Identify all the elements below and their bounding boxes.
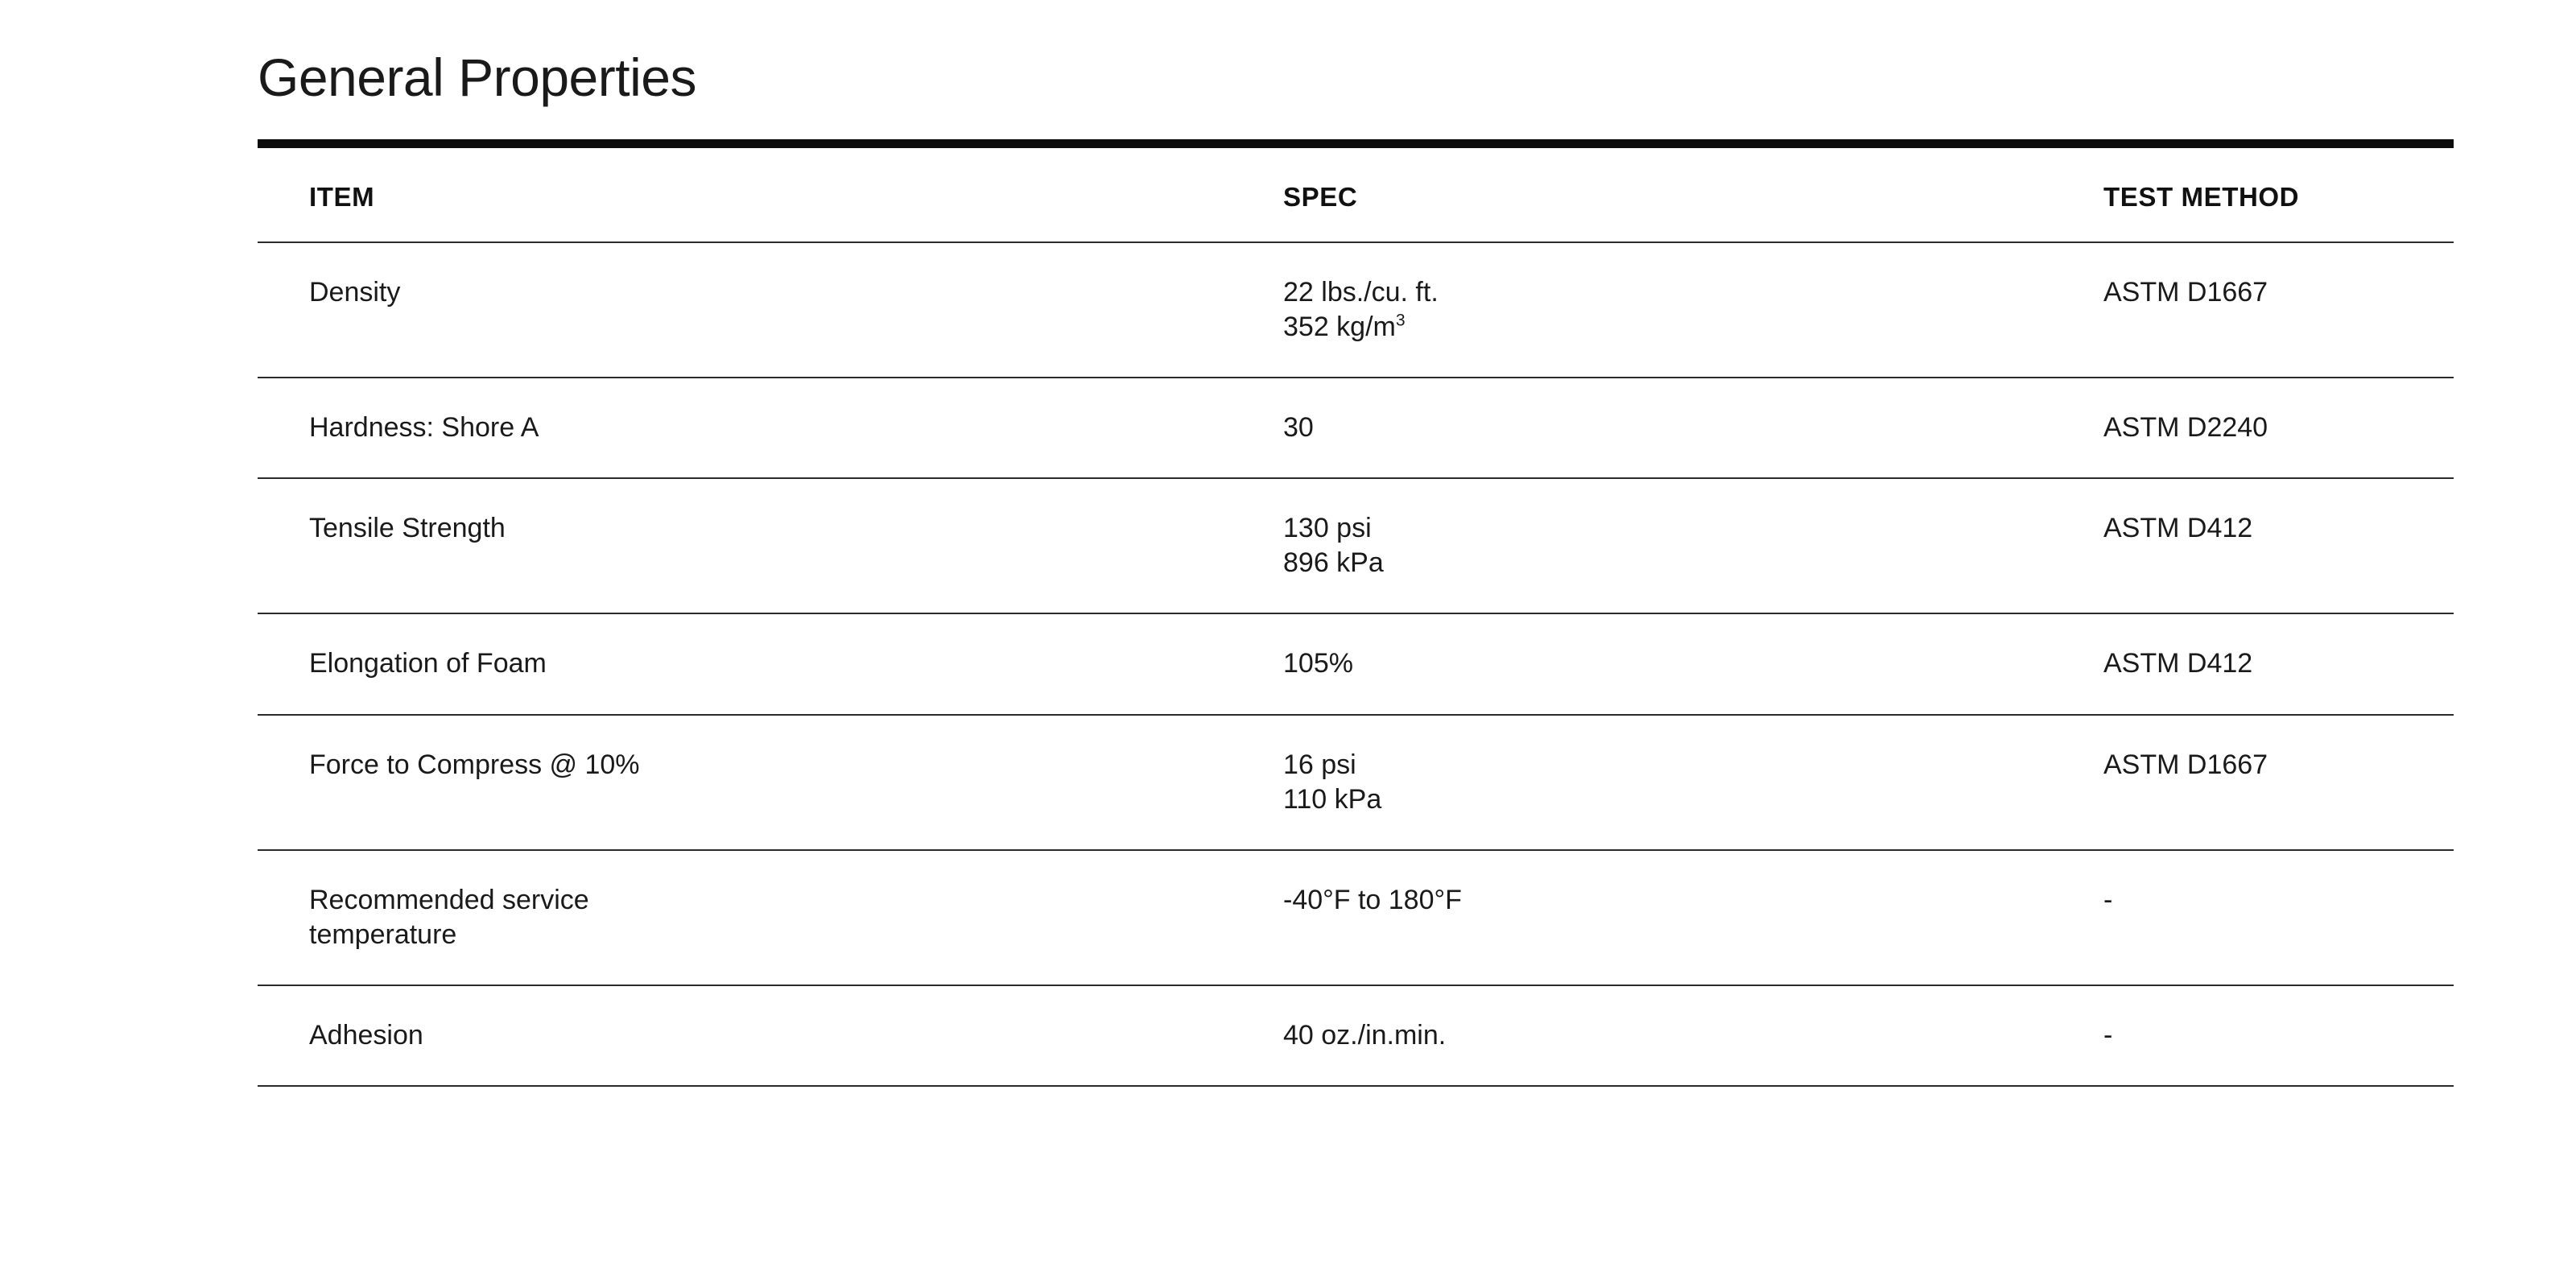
cell-spec-line-metric: 352 $kg/m^3$ bbox=[1283, 311, 1406, 342]
cell-spec bbox=[1283, 478, 2052, 613]
cell-spec bbox=[1283, 613, 2052, 714]
cell-item bbox=[258, 478, 1283, 613]
cell-spec-line: 105% bbox=[1283, 648, 1353, 679]
cell-item-line: Hardness: Shore A bbox=[309, 411, 539, 443]
cell-spec-line: 40 oz./in.min. bbox=[1283, 1020, 1447, 1051]
cell-spec bbox=[1283, 850, 2052, 985]
table-header bbox=[258, 143, 2454, 242]
cell-test-method bbox=[2052, 613, 2454, 714]
cell-test-line: ASTM D412 bbox=[2103, 648, 2253, 679]
superscript-cubed: 3 bbox=[1395, 311, 1406, 330]
table-row bbox=[258, 850, 2454, 985]
cell-spec bbox=[1283, 985, 2052, 1086]
column-header-spec: SPEC bbox=[1283, 143, 2052, 242]
table-row bbox=[258, 715, 2454, 850]
cell-spec bbox=[1283, 715, 2052, 850]
cell-spec bbox=[1283, 378, 2052, 478]
cell-item bbox=[258, 613, 1283, 714]
cell-test-method bbox=[2052, 985, 2454, 1086]
cell-spec-line: -40°F to 180°F bbox=[1283, 884, 1462, 915]
column-header-item: ITEM bbox=[258, 143, 1283, 242]
cell-item bbox=[258, 715, 1283, 850]
cell-test-line: ASTM D1667 bbox=[2103, 749, 2268, 780]
page-title: General Properties bbox=[258, 47, 696, 107]
cell-item-line: Force to Compress @ 10% bbox=[309, 749, 640, 780]
cell-item-line: Elongation of Foam bbox=[309, 648, 547, 679]
cell-spec bbox=[1283, 242, 2052, 378]
cell-test-line: ASTM D412 bbox=[2103, 513, 2253, 544]
cell-item-line: Adhesion bbox=[309, 1020, 423, 1051]
cell-test-method bbox=[2052, 850, 2454, 985]
cell-item bbox=[258, 242, 1283, 378]
cell-item-line: Recommended service bbox=[309, 884, 589, 915]
table-row bbox=[258, 242, 2454, 378]
cell-item bbox=[258, 985, 1283, 1086]
cell-test-method bbox=[2052, 478, 2454, 613]
column-header-test-method: TEST METHOD bbox=[2052, 143, 2454, 242]
cell-item bbox=[258, 378, 1283, 478]
cell-test-line: ASTM D1667 bbox=[2103, 276, 2268, 308]
cell-item bbox=[258, 850, 1283, 985]
cell-test-line: - bbox=[2103, 884, 2113, 915]
cell-test-line: - bbox=[2103, 1020, 2113, 1051]
cell-test-method bbox=[2052, 242, 2454, 378]
cell-spec-line-metric: 110 kPa bbox=[1283, 783, 1382, 815]
cell-item-line: Tensile Strength bbox=[309, 513, 506, 544]
cell-test-method bbox=[2052, 715, 2454, 850]
general-properties-table bbox=[258, 139, 2454, 1088]
cell-spec-line: 22 lbs./cu. ft. bbox=[1283, 276, 1439, 308]
table-row bbox=[258, 613, 2454, 714]
cell-spec-line: 30 bbox=[1283, 411, 1314, 443]
table-row bbox=[258, 378, 2454, 478]
table-header-row bbox=[258, 143, 2454, 242]
cell-spec-line: 130 psi bbox=[1283, 513, 1372, 544]
cell-spec-line: 16 psi bbox=[1283, 749, 1356, 780]
cell-item-line: Density bbox=[309, 276, 401, 308]
table-body bbox=[258, 242, 2454, 1087]
table-row bbox=[258, 478, 2454, 613]
cell-item-line-second: temperature bbox=[309, 919, 457, 951]
cell-test-line: ASTM D2240 bbox=[2103, 411, 2268, 443]
cell-test-method bbox=[2052, 378, 2454, 478]
table-row bbox=[258, 985, 2454, 1086]
cell-spec-line-metric: 896 kPa bbox=[1283, 547, 1384, 579]
